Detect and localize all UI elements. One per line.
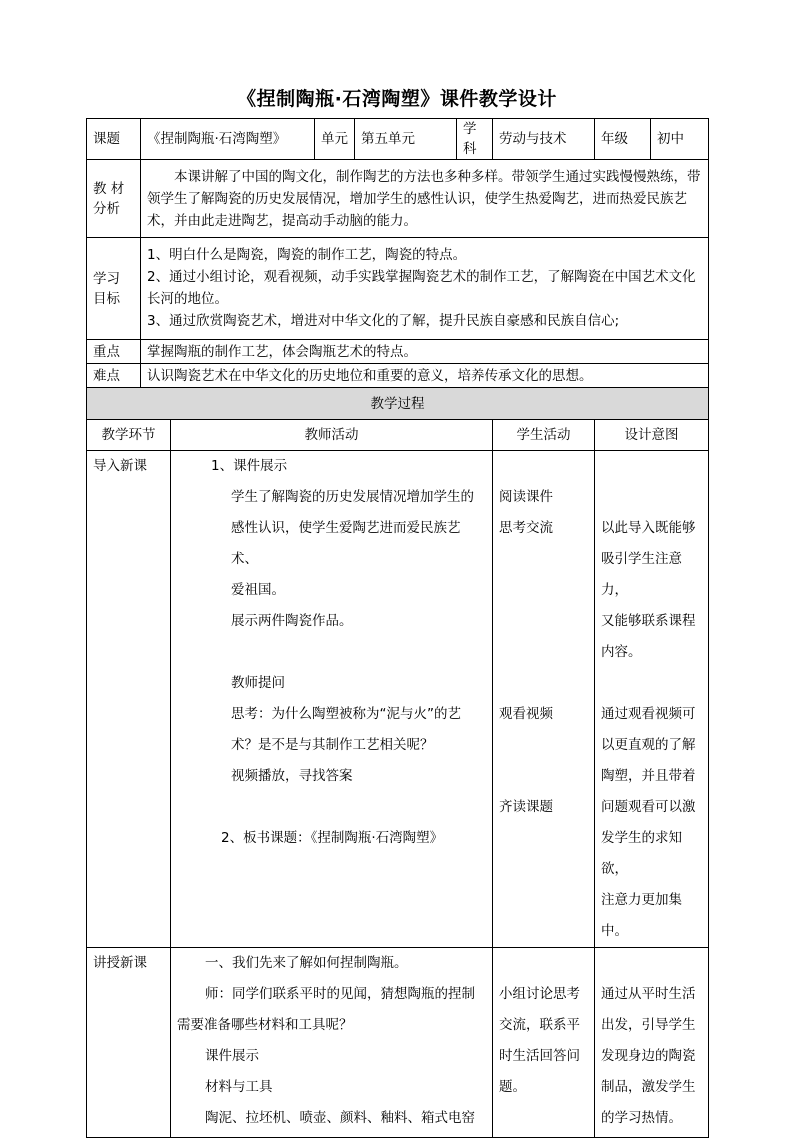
- course-value: 《捏制陶瓶·石湾陶塑》: [141, 119, 315, 160]
- lecture-design-intent: 通过从平时生活 出发，引导学生 发现身边的陶瓷 制品，激发学生 的学习热情。: [595, 948, 709, 1138]
- unit-label: 单元: [315, 119, 355, 160]
- column-header-teacher: 教师活动: [171, 420, 493, 451]
- intro-stage-label: 导入新课: [87, 451, 171, 948]
- objectives-row: [87, 238, 709, 340]
- unit-value: 第五单元: [355, 119, 457, 160]
- analysis-row: [87, 160, 709, 238]
- objective-item: 3、通过欣赏陶瓷艺术，增进对中华文化的了解，提升民族自豪感和民族自信心;: [147, 313, 620, 329]
- process-header: 教学过程: [87, 388, 709, 420]
- intro-teacher-activity: 1、课件展示 学生了解陶瓷的历史发展情况增加学生的 感性认识，使学生爱陶艺进而爱民族艺术、 爱祖国。 展示两件陶瓷作品。 教师提问 思考：为什么陶塑被称为“泥与火”的艺 术？是不是与其制作工艺相关呢？ 视频播放，寻找答案 2、板书课题：《捏制陶瓶·石湾陶塑》: [171, 451, 493, 948]
- difficulty-row: [87, 364, 709, 388]
- objectives-list: [141, 238, 709, 340]
- objective-item: 2、通过小组讨论，观看视频，动手实践掌握陶瓷艺术的制作工艺，了解陶瓷在中国艺术文化长河的地位。: [147, 269, 696, 307]
- intro-design-intent: 以此导入既能够 吸引学生注意力， 又能够联系课程 内容。 通过观看视频可 以更直观的了解 陶塑，并且带着 问题观看可以激 发学生的求知欲， 注意力更加集中。: [595, 451, 709, 948]
- key-point-row: [87, 340, 709, 364]
- intro-student-activity: 阅读课件 思考交流 观看视频 齐读课题: [493, 451, 595, 948]
- key-point-label: 重点: [87, 340, 141, 364]
- lecture-stage-label: 讲授新课: [87, 948, 171, 1138]
- info-row: [87, 119, 709, 160]
- difficulty-label: 难点: [87, 364, 141, 388]
- grade-label: 年级: [595, 119, 651, 160]
- subject-value: 劳动与技术: [493, 119, 595, 160]
- column-header-stage: 教学环节: [87, 420, 171, 451]
- grade-value: 初中: [651, 119, 709, 160]
- difficulty-text: 认识陶瓷艺术在中华文化的历史地位和重要的意义，培养传承文化的思想。: [141, 364, 709, 388]
- course-label: 课题: [87, 119, 141, 160]
- subject-label: 学科: [457, 119, 493, 160]
- lecture-teacher-activity: 一、我们先来了解如何捏制陶瓶。 师：同学们联系平时的见闻，猜想陶瓶的捏制 需要准备哪些材料和工具呢？ 课件展示 材料与工具 陶泥、拉坯机、喷壶、颜料、釉料、箱式电窑: [171, 948, 493, 1138]
- analysis-text: 本课讲解了中国的陶文化，制作陶艺的方法也多种多样。带领学生通过实践慢慢熟练，带领学生了解陶瓷的历史发展情况，增加学生的感性认识，使学生热爱陶艺，进而热爱民族艺术，并由此走进陶艺，提高动手动脑的能力。: [141, 160, 709, 238]
- lecture-student-activity: 小组讨论思考 交流，联系平 时生活回答问 题。: [493, 948, 595, 1138]
- lecture-stage-row: [87, 948, 709, 1138]
- intro-stage-row: [87, 451, 709, 948]
- column-header-student: 学生活动: [493, 420, 595, 451]
- lesson-plan-table: [86, 118, 709, 1138]
- objective-item: 1、明白什么是陶瓷，陶瓷的制作工艺，陶瓷的特点。: [147, 247, 467, 263]
- analysis-label: 教 材 分析: [87, 160, 141, 238]
- objectives-label: 学习 目标: [87, 238, 141, 340]
- process-columns-row: [87, 420, 709, 451]
- process-header-row: [87, 388, 709, 420]
- key-point-text: 掌握陶瓶的制作工艺，体会陶瓶艺术的特点。: [141, 340, 709, 364]
- column-header-intent: 设计意图: [595, 420, 709, 451]
- page-title: 《捏制陶瓶·石湾陶塑》课件教学设计: [237, 88, 557, 110]
